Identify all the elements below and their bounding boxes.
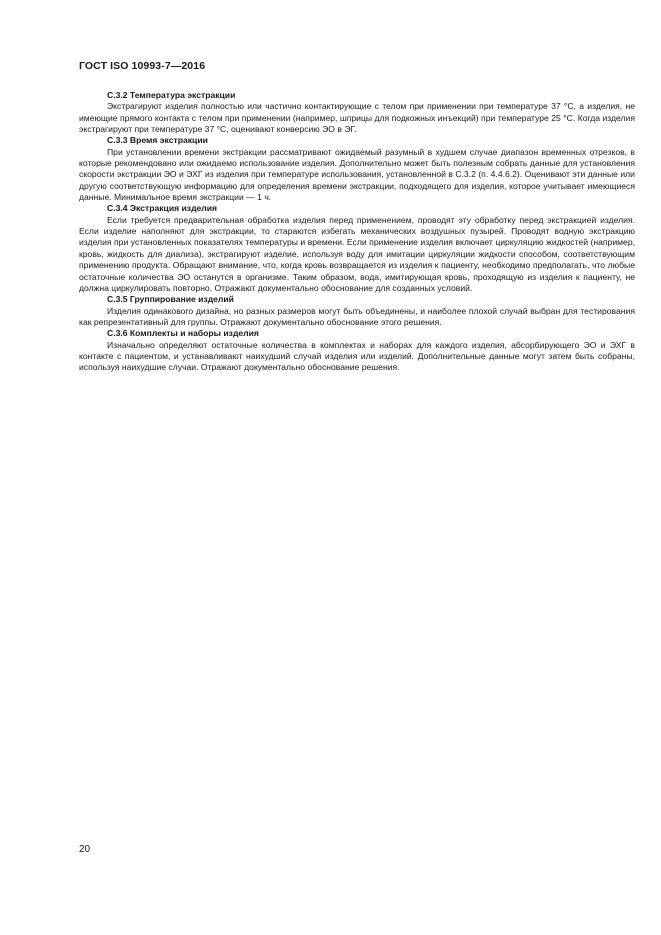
section-text-grouping: Изделия одинакового дизайна, но разных размеров могут быть объединены, и наиболее плохой случай выбран для тестирования как репрезентативный для группы. Отражают документально обоснование этого решения. [79,305,635,327]
section-title-kits: С.3.6 Комплекты и наборы изделия [107,328,259,339]
section-title-time: С.3.3 Время экстракции [107,135,208,146]
document-body [79,90,635,374]
section-text-extraction: Если требуется предварительная обработка изделия перед применением, проводят эту обработку перед экстракцией изделия. Если изделие наполняют для экстракции, то стараются избегать механических воздушных пузырей. Проводят водную экстракцию изделия при установленных показателях температуры и времени. Если применение изделия включает циркуляцию жидкостей (например, кровь, жидкость для диализа), экстрагируют изделие, используя воду для имитации циркуляции жидкости способом, соответствующим применению продукта. Обращают внимание, что, когда кровь возвращается из изделия к пациенту, необходимо предполагать, что любые остаточные количества ЭО останутся в организме. Таким образом, вода, имитирующая кровь, проходящую из изделия к пациенту, не должна циркулировать повторно. Отражают документально обоснование для созданных условий. [79,214,635,293]
section-title-temperature: С.3.2 Температура экстракции [107,90,236,100]
document-header: ГОСТ ISO 10993-7—2016 [79,60,206,72]
section-title-grouping: С.3.5 Группирование изделий [107,294,234,305]
page-number: 20 [79,844,91,855]
section-title-extraction: С.3.4 Экстракция изделия [107,203,218,214]
section-text-kits: Изначально определяют остаточные количества в комплектах и наборах для каждого изделия, абсорбирующего ЭО и ЭХГ в контакте с пациентом, и устанавливают наихудший случай изделия или изделий. Дополнительные данные могут затем быть собраны, используя наихудшие случаи. Отражают документально обоснование решения. [79,339,635,373]
section-text-time: При установлении времени экстракции рассматривают ожидаемый разумный в худшем случае диапазон временных отрезков, в которые рекомендовано или ожидаемо использование изделия. Дополнительно может быть полезным собрать данные для установления скорости экстракции ЭО и ЭХГ из изделия при температуре использования, установленной в С.3.2 (п. 4.4.6.2). Оценивают эти данные или другую соответствующую информацию для определения времени экстракции, подходящего для изделия, которое учитывает имеющиеся данные. Минимальное время экстракции — 1 ч. [79,146,635,203]
section-text-temperature: Экстрагируют изделия полностью или частично контактирующие с телом при применении при температуре 37 °С, а изделия, не имеющие прямого контакта с телом при применении (например, шприцы для подкожных инъекций) при температуре 25 °С. Когда изделия экстрагируют при температуре 37 °С, оценивают конверсию ЭО в ЭГ. [79,101,635,135]
